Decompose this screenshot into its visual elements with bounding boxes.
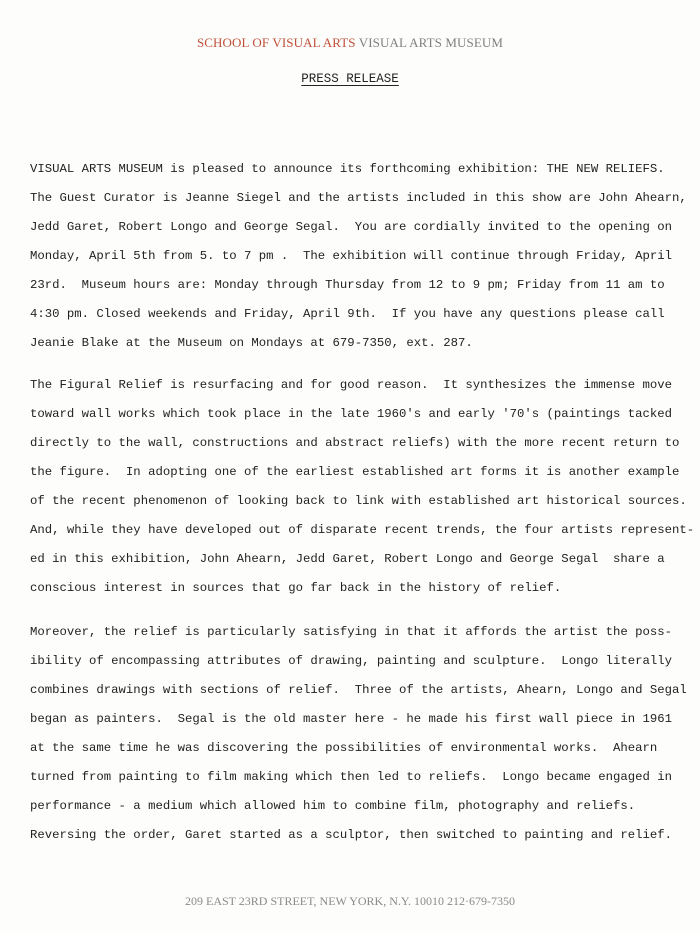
text-line: The Figural Relief is resurfacing and for good reason. It synthesizes the immense move [30, 378, 673, 392]
text-line: The Guest Curator is Jeanne Siegel and the artists included in this show are John Ahearn, [30, 191, 687, 205]
text-line: at the same time he was discovering the possibilities of environmental works. Ahearn [30, 741, 658, 755]
letterhead [0, 35, 700, 51]
text-line: ibility of encompassing attributes of drawing, painting and sculpture. Longo literally [30, 654, 673, 668]
text-line: Jeanie Blake at the Museum on Mondays at 679-7350, ext. 287. [30, 336, 473, 350]
text-line: toward wall works which took place in the late 1960's and early '70's (paintings tacked [30, 407, 673, 421]
text-line: Reversing the order, Garet started as a sculptor, then switched to painting and relief. [30, 828, 673, 842]
text-line: combines drawings with sections of relief. Three of the artists, Ahearn, Longo and Segal [30, 683, 687, 697]
paragraph-announcement [30, 155, 687, 358]
press-release-title: PRESS RELEASE [301, 72, 399, 86]
text-line: ed in this exhibition, John Ahearn, Jedd Garet, Robert Longo and George Segal share a [30, 552, 665, 566]
text-line: Jedd Garet, Robert Longo and George Segal. You are cordially invited to the opening on [30, 220, 673, 234]
letterhead-museum: VISUAL ARTS MUSEUM [358, 35, 504, 50]
text-line: the figure. In adopting one of the earliest established art forms it is another example [30, 465, 680, 479]
text-line: 23rd. Museum hours are: Monday through Thursday from 12 to 9 pm; Friday from 11 am to [30, 278, 665, 292]
paragraph-figural-relief [30, 371, 695, 603]
footer-address: 209 EAST 23RD STREET, NEW YORK, N.Y. 10010 212·679-7350 [185, 894, 515, 908]
text-line: Monday, April 5th from 5. to 7 pm . The exhibition will continue through Friday, April [30, 249, 673, 263]
text-line: performance - a medium which allowed him to combine film, photography and reliefs. [30, 799, 636, 813]
text-line: And, while they have developed out of disparate recent trends, the four artists represent- [30, 523, 695, 537]
text-line: conscious interest in sources that go far back in the history of relief. [30, 581, 562, 595]
text-line: directly to the wall, constructions and abstract reliefs) with the more recent return to [30, 436, 680, 450]
text-line: of the recent phenomenon of looking back to link with established art historical sources. [30, 494, 687, 508]
page-title [0, 72, 700, 86]
text-line: Moreover, the relief is particularly satisfying in that it affords the artist the poss- [30, 625, 673, 639]
paragraph-moreover [30, 618, 687, 850]
text-line: turned from painting to film making which then led to reliefs. Longo became engaged in [30, 770, 673, 784]
text-line: VISUAL ARTS MUSEUM is pleased to announce its forthcoming exhibition: THE NEW RELIEFS. [30, 162, 665, 176]
text-line: began as painters. Segal is the old master here - he made his first wall piece in 1961 [30, 712, 673, 726]
letterhead-school: SCHOOL OF VISUAL ARTS [196, 35, 356, 50]
text-line: 4:30 pm. Closed weekends and Friday, April 9th. If you have any questions please call [30, 307, 665, 321]
